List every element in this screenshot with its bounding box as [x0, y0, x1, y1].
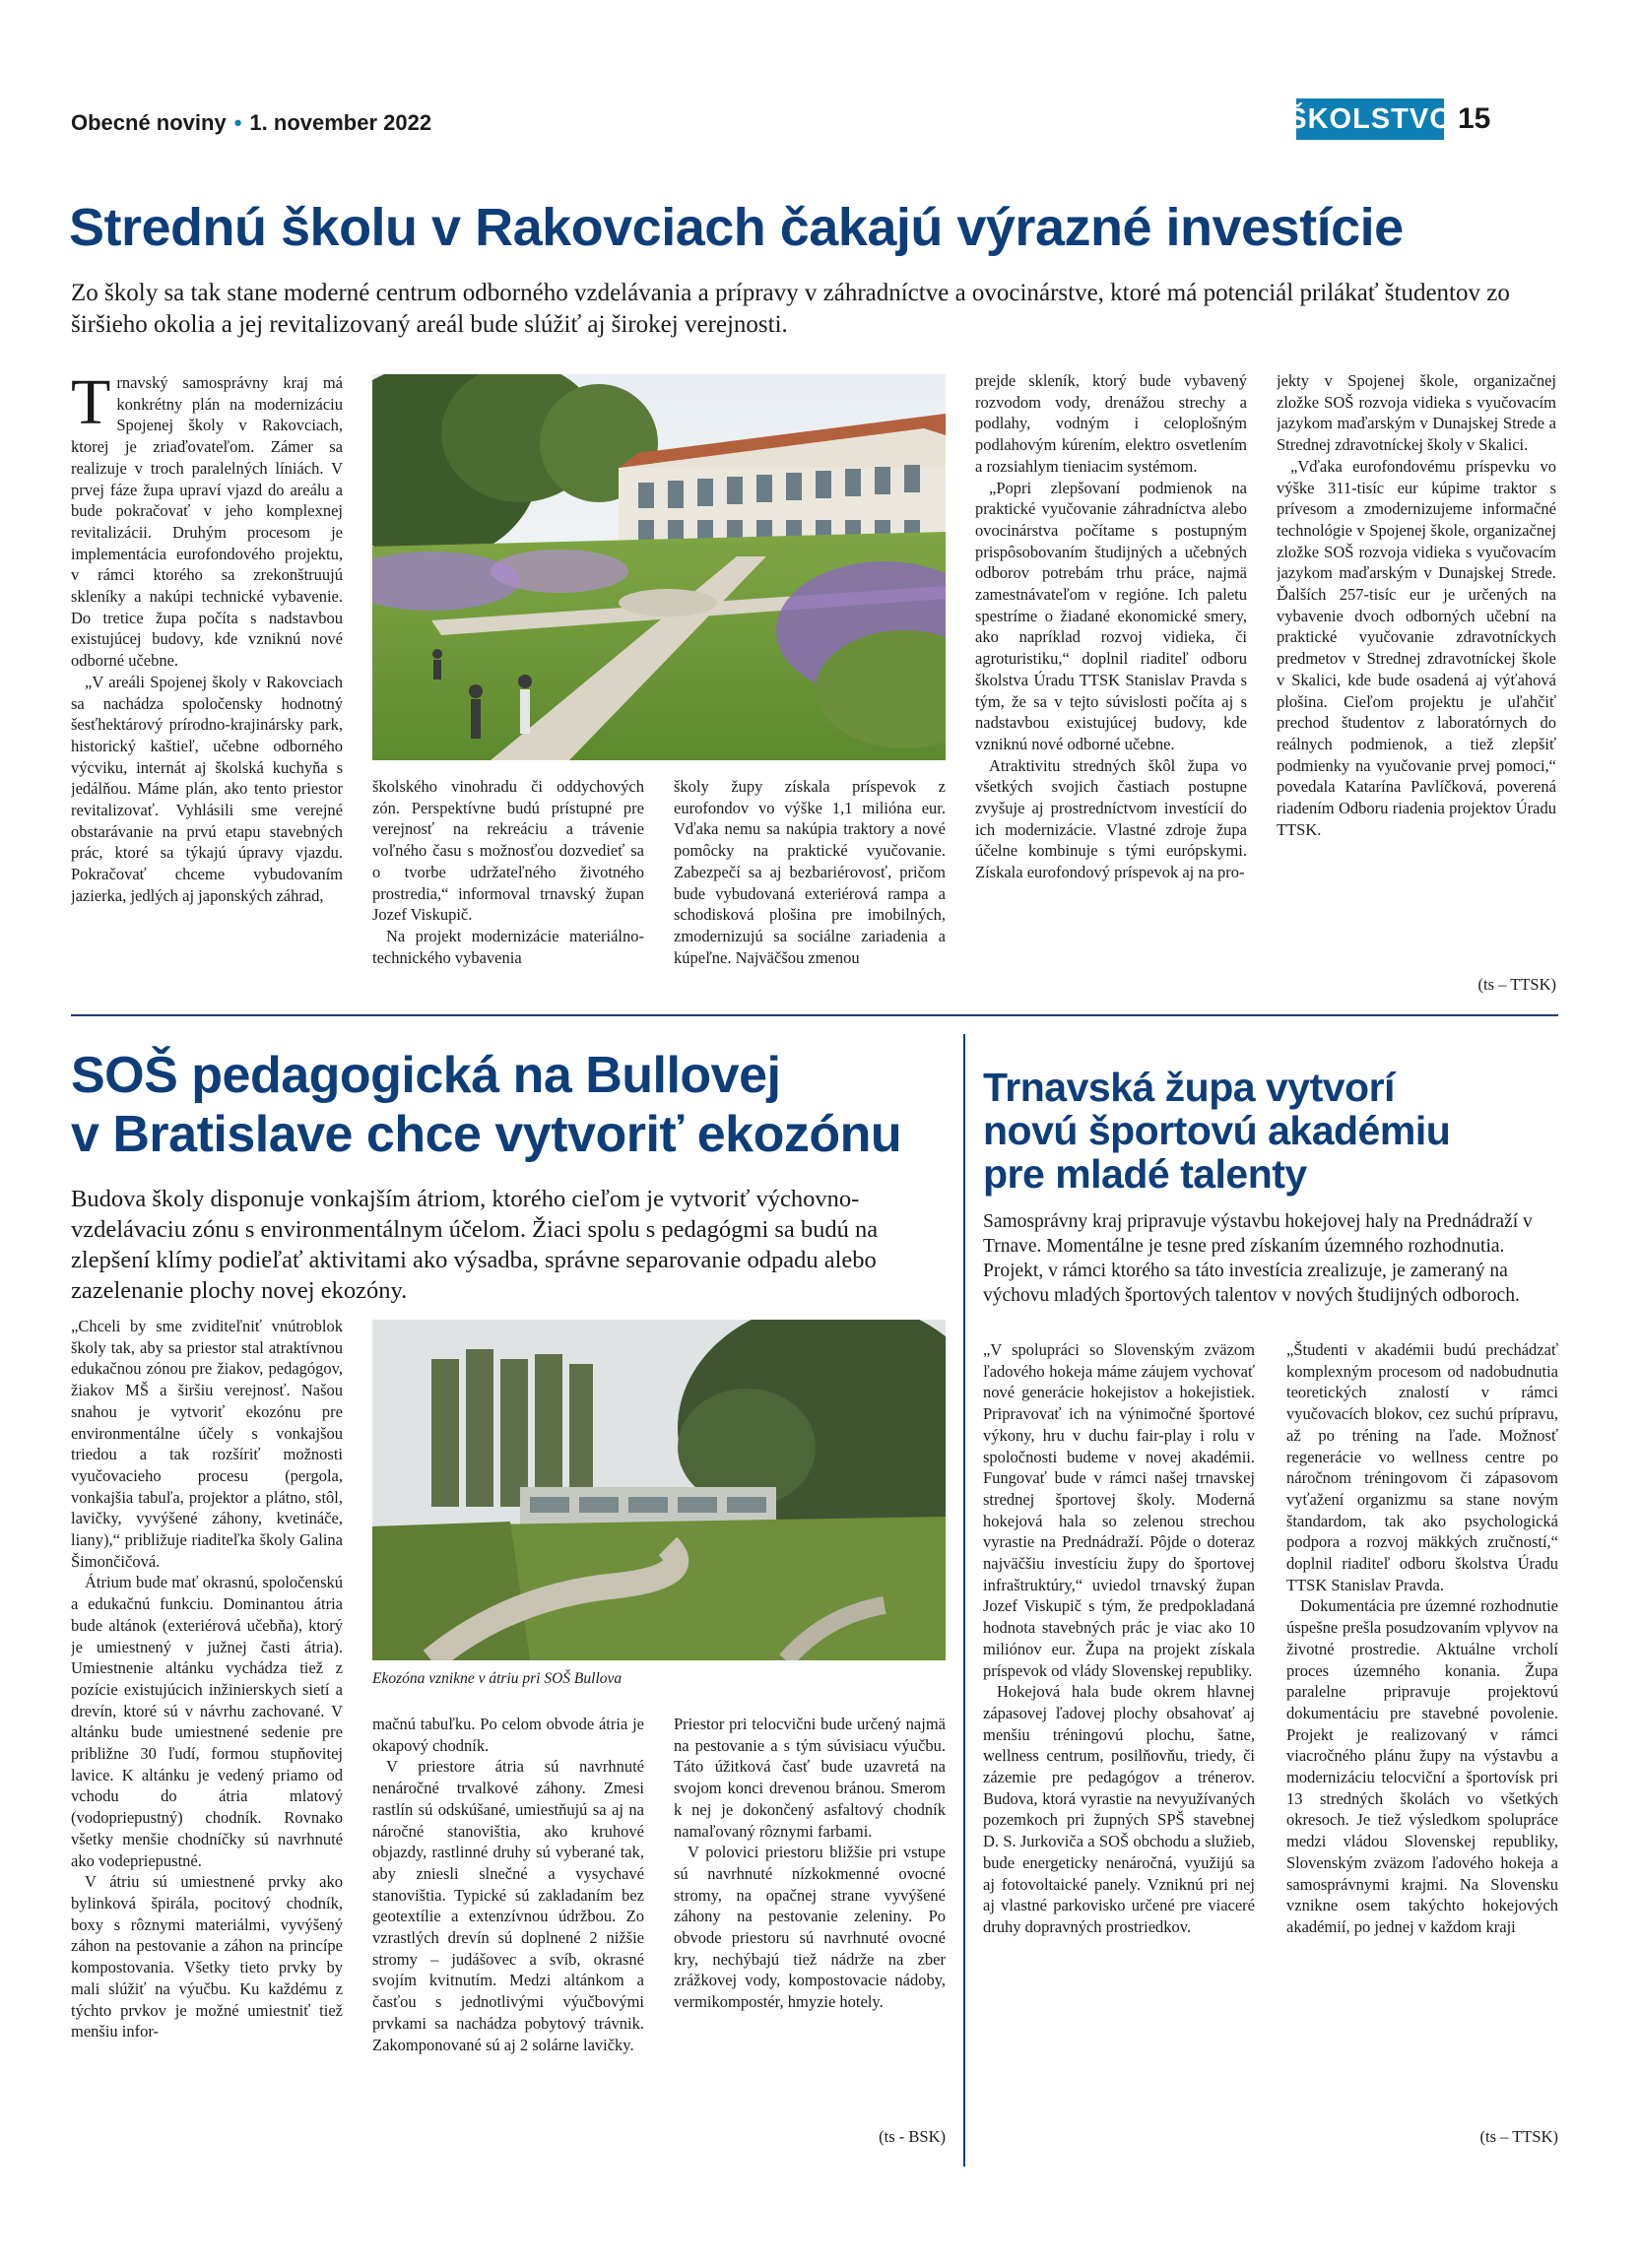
paragraph: V polovici priestoru bližšie pri vstupe sú navrhnuté nízkokmenné ovocné stromy, na opačnej strane vyvýšené záhony na pestovanie zeleniny. Po obvode priestoru sú navrhnuté ovocné kry, nechýbajú tiež nádrže na zber zrážkovej vody, kompostovacie nádoby, vermikompostér, hmyzie hotely. — [674, 1843, 946, 2012]
article1-signature: (ts – TTSK) — [1477, 975, 1556, 994]
paragraph: „Vďaka eurofondovému príspevku vo výške 311-tisíc eur kúpime traktor s prívesom a zmodernizujeme informačné technológie v Spojenej škole, organizačnej zložke SOŠ rozvoja vidieka s vyučovacím jazykom maďarským v Dunajskej Strede. Ďalších 257-tisíc eur je určených na vybavenie dvoch odborných učební na praktické vyučovanie zdravotníckych predmetov v Strednej zdravotníckej škole v Skalici, kde bude osadená aj výťahová plošina. Cieľom projektu je uľahčiť prechod študentov z laboratórnych do reálnych podmienok, a tiež zlepšiť podmienky na vyučovanie prvej pomoci,“ povedala Katarína Pavlíčková, poverená riadením Odboru riadenia projektov Úradu TTSK. — [1277, 456, 1556, 839]
article3-title-line: pre mladé talenty — [983, 1151, 1307, 1197]
article2-title-line: v Bratislave chce vytvoriť ekozónu — [71, 1106, 902, 1163]
separator-dot: • — [233, 110, 242, 135]
article1-lead: Zo školy sa tak stane moderné centrum odborného vzdelávania a prípravy v záhradníctve a ovocinárstve, ktoré má potenciál prilákať študentov zo širšieho okolia a jej revitalizovaný areál bude slúžiť aj širokej verejnosti. — [71, 280, 1510, 338]
article2-column-1 — [71, 1316, 343, 2182]
article2-lead: Budova školy disponuje vonkajším átriom, ktorého cieľom je vytvoriť výchovno-vzdelávaciu zónu s environmentálnym účelom. Žiaci spolu s pedagógmi sa budú na zlepšení klímy podieľať aktivitami ako výsadba, správne separovanie odpadu alebo zazelenanie plochy novej ekozóny. — [71, 1186, 879, 1304]
paragraph: mačnú tabuľku. Po celom obvode átria je okapový chodník. — [372, 1715, 644, 1755]
horizontal-divider — [71, 1014, 1558, 1016]
section-badge: ŠKOLSTVO — [1296, 98, 1444, 140]
article3-lead: Samosprávny kraj pripravuje výstavbu hokejovej haly na Prednádraží v Trnave. Momentálne je tesne pred získaním územného rozhodnutia. Projekt, v rámci ktorého sa táto investícia zrealizuje, je zameraný na výchovu mladých športových talentov v nových študijných odboroch. — [983, 1211, 1533, 1306]
paragraph: „Chceli by sme zviditeľniť vnútroblok školy tak, aby sa priestor stal atraktívnou edukačnou zónou pre žiakov, pedagógov, žiakov MŠ a širšiu verejnosť. Našou snahou je vytvoriť ekozónu pre environmentálne účely s vonkajšou triedou a tak rozšíriť možnosti vyučovacieho procesu (pergola, vonkajšia tabuľa, projektor a plátno, stôl, lavičky, vyvýšené záhony, kvetináče, liany),“ približuje riaditeľka školy Galina Šimončičová. — [71, 1317, 343, 1571]
dropcap: T — [71, 372, 111, 438]
paragraph: „Popri zlepšovaní podmienok na praktické vyučovanie záhradníctva alebo ovocinárstva počítame s postupným prispôsobovaním študijných a učebných odborov potrebám trhu práce, najmä zamestnávateľom v regióne. Ich paletu spestríme o žiadané ekonomické smery, ako napríklad rozvoj vidieka, či agroturistiku,“ doplnil riaditeľ odboru školstva Úradu TTSK Stanislav Pravda s tým, že sa v tejto súvislosti počíta aj s nadstavbou existujúcej budovy, kde vzniknú nové odborné učebne. — [975, 478, 1247, 753]
article3-title — [983, 1066, 1564, 1196]
paragraph: V priestore átria sú navrhnuté nenáročné trvalkové záhony. Zmesi rastlín sú odskúšané, umiestňujú sa aj na náročné stanovištia, ako kruhové objazdy, rastlinné druhy sú vyberané tak, aby zniesli slnečné a vysychavé stanovištia. Typické sú zakladaním bez geotextílie a extenzívnou údržbou. Zo vzrastlých drevín sú doplnené 2 nižšie stromy – judášovec a svíb, okrasné svojím kvitnutím. Medzi altánkom a časťou s jednotlivými výučbovými prvkami sa nachádza pobytový trávnik. Zakomponované sú aj 2 solárne lavičky. — [372, 1757, 644, 2054]
article2-signature: (ts - BSK) — [879, 2127, 946, 2146]
article3-column-2 — [1286, 1339, 1558, 2088]
paragraph: Hokejová hala bude okrem hlavnej zápasovej ľadovej plochy obsahovať aj menšiu tréningovú plochu, šatne, wellness centrum, posilňovňu, triedy, či zázemie pre pedagógov a trénerov. Budova, ktorá vyrastie na nevyužívaných pozemkoch pri župných SPŠ stavebnej D. S. Jurkoviča a SOŠ obchodu a služieb, bude energeticky nenáročná, využijú sa aj fotovoltaické panely. Vzniknú pri nej aj vlastné parkovisko určené pre viaceré druhy dopravných prostriedkov. — [983, 1682, 1255, 1936]
article1-column-4 — [975, 370, 1247, 997]
vertical-divider — [963, 1034, 965, 2167]
article1-title: Strednú školu v Rakovciach čakajú výrazné investície — [69, 198, 1404, 257]
article1-photo — [372, 374, 946, 760]
paragraph: školského vinohradu či oddychových zón. Perspektívne budú prístupné pre verejnosť na rekreáciu a trávenie voľného času s možnosťou dozvedieť sa o tvorbe udržateľného životného prostredia,“ informoval trnavský župan Jozef Viskupič. — [372, 777, 644, 925]
article2-column-3 — [674, 1714, 946, 2088]
paragraph: Atraktivitu stredných škôl župa vo všetkých svojich častiach postupne zvyšuje aj prostredníctvom investícií do ich modernizácie. Vlastné zdroje župa účelne kombinuje s tými európskymi. Získala eurofondový príspevok aj na pro- — [975, 755, 1247, 882]
article2-column-2 — [372, 1714, 644, 2147]
park-rendering-image — [372, 374, 946, 760]
paragraph: prejde skleník, ktorý bude vybavený rozvodom vody, drenážou strechy a podlahy, vodným i celoplošným podlahovým kúrením, elektro osvetlením a rozsiahlym tieniacim systémom. — [975, 371, 1247, 476]
article2-photo — [372, 1320, 946, 1660]
paragraph: rnavský samosprávny kraj má konkrétny plán na modernizáciu Spojenej školy v Rakovciach, ktorej je zriaďovateľom. Zámer sa realizuje v troch paralelných líniách. V prvej fáze župa upraví vjazd do areálu a bude pokračovať v jeho komplexnej revitalizácii. Druhým procesom je implementácia eurofondového projektu, v rámci ktorého sa zrekonštruujú skleníky a nakúpi technické vybavenie. Do tretice župa počíta s nadstavbou existujúcej budovy, kde vzniknú nové odborné učebne. — [71, 373, 343, 671]
article1-column-1 — [71, 372, 343, 993]
paragraph: V átriu sú umiestnené prvky ako bylinková špirála, pocitový chodník, boxy s rôznymi materiálmi, vyvýšený záhon na pestovanie a záhon na princípe kompostovania. Všetky tieto prvky by mali slúžiť na výučbu. Ku každému z týchto prvkov je možné umiestniť tiež menšiu infor- — [71, 1872, 343, 2041]
paragraph: Átrium bude mať okrasnú, spoločenskú a edukačnú funkciu. Dominantou átria bude altánok (exteriérová učebňa), ktorý je umiestnený v južnej časti átria). Umiestnenie altánku vychádza tiež z pozície existujúcich inžinierskych sietí a drevín, ktoré sú v návrhu zachované. V altánku bude umiestnené sedenie pre približne 30 ľudí, formou stupňovitej lavice. K altánku je vedený priamo od vchodu do átria mlatový (vodopriepustný) chodník. Rovnako všetky menšie chodníčky sú navrhnuté ako vodepriepustné. — [71, 1573, 343, 1870]
paragraph: Dokumentácia pre územné rozhodnutie úspešne prešla posudzovaním vplyvov na životné prostredie. Aktuálne vrcholí proces územného konania. Župa paralelne pripravuje projektovú dokumentáciu pre stavebné povolenie. Projekt je realizovaný v rámci viacročného plánu župy na výstavbu a modernizáciu telocviční a športovísk pri 13 stredných školách vo všetkých okresoch. Je tiež výsledkom spolupráce medzi vládou Slovenskej republiky, Slovenským zväzom ľadového hokeja a samosprávnymi krajmi. Na Slovensku vznikne osem takýchto hokejových akadémií, po jednej v každom kraji — [1286, 1596, 1558, 1936]
article2-title-line: SOŠ pedagogická na Bullovej — [71, 1047, 781, 1104]
paragraph: Na projekt modernizácie materiálno-technického vybavenia — [372, 926, 644, 967]
paragraph: jekty v Spojenej škole, organizačnej zložke SOŠ rozvoja vidieka s vyučovacím jazykom maďarským v Dunajskej Strede a Strednej zdravotníckej školy v Skalici. — [1277, 371, 1556, 455]
article2-title — [71, 1046, 957, 1164]
article1-column-5 — [1277, 370, 1556, 961]
masthead — [71, 110, 431, 136]
paragraph: „V spolupráci so Slovenským zväzom ľadového hokeja máme záujem vychovať nové generácie hokejistov a hokejistiek. Pripravovať ich na výnimočné športové výkony, hru v duchu fair-play i rolu v spoločnosti budeme v novej akadémii. Fungovať bude v rámci našej trnavskej strednej športovej školy. Moderná hokejová hala so zelenou strechou vyrastie na Prednádraží. Pôjde o doteraz najväčšiu investíciu župy do športovej infraštruktúry,“ uviedol trnavský župan Jozef Viskupič s tým, že predpokladaná hodnota stavebných prác je viac ako 10 miliónov eur. Župa na projekt získala príspevok od vlády Slovenskej republiky. — [983, 1340, 1255, 1680]
paragraph: „V areáli Spojenej školy v Rakovciach sa nachádza spoločensky hodnotný šesťhektárový prírodno-krajinársky park, historický kaštieľ, učebne odborného výcviku, internát aj školská kuchyňa s jedálňou. Máme plán, ako tento priestor revitalizovať. Vyhlásili sme verejné obstarávanie na prvú etapu stavebných prác, ktoré sa týkajú úpravy vjazdu. Pokračovať chceme vybudovaním jazierka, jedlých aj japonských záhrad, — [71, 672, 343, 905]
publication-name: Obecné noviny — [71, 110, 227, 135]
article3-title-line: novú športovú akadémiu — [983, 1108, 1451, 1153]
paragraph: Priestor pri telocvični bude určený najmä na pestovanie a s tým súvisiacu výučbu. Táto úžitková časť bude uzavretá na svojom konci drevenou bránou. Smerom k nej je dokončený asfaltový chodník namaľovaný rôznymi farbami. — [674, 1715, 946, 1841]
article3-column-1 — [983, 1339, 1255, 2147]
article1-column-2 — [372, 776, 644, 997]
article1-column-3 — [674, 776, 946, 997]
photo-caption: Ekozóna vznikne v átriu pri SOŠ Bullova — [372, 1670, 623, 1687]
paragraph: „Študenti v akadémii budú prechádzať komplexným procesom od nadobudnutia teoretických znalostí v rámci vyučovacích blokov, cez suchú prípravu, až po tréning na ľade. Možnosť regenerácie vo wellness centre po náročnom tréningovom či zápasovom vyťažení organizmu sa stane novým štandardom, tak ako psychologická podpora a rozvoj mäkkých zručností,“ doplnil riaditeľ odboru školstva Úradu TTSK Stanislav Pravda. — [1286, 1340, 1558, 1594]
issue-date: 1. november 2022 — [249, 110, 432, 135]
page-number: 15 — [1458, 102, 1491, 135]
article3-title-line: Trnavská župa vytvorí — [983, 1065, 1395, 1110]
atrium-photo-image — [372, 1320, 946, 1660]
paragraph: školy župy získala príspevok z eurofondov vo výške 1,1 milióna eur. Vďaka nemu sa nakúpia traktory a nové pomôcky na praktické vyučovanie. Zabezpečí sa aj bezbariérovosť, pričom bude vybudovaná exteriérová rampa a schodisková plošina pre imobilných, zmodernizujú sa sociálne zariadenia a kúpeľne. Najväčšou zmenou — [674, 777, 946, 967]
article3-signature: (ts – TTSK) — [1479, 2127, 1558, 2146]
